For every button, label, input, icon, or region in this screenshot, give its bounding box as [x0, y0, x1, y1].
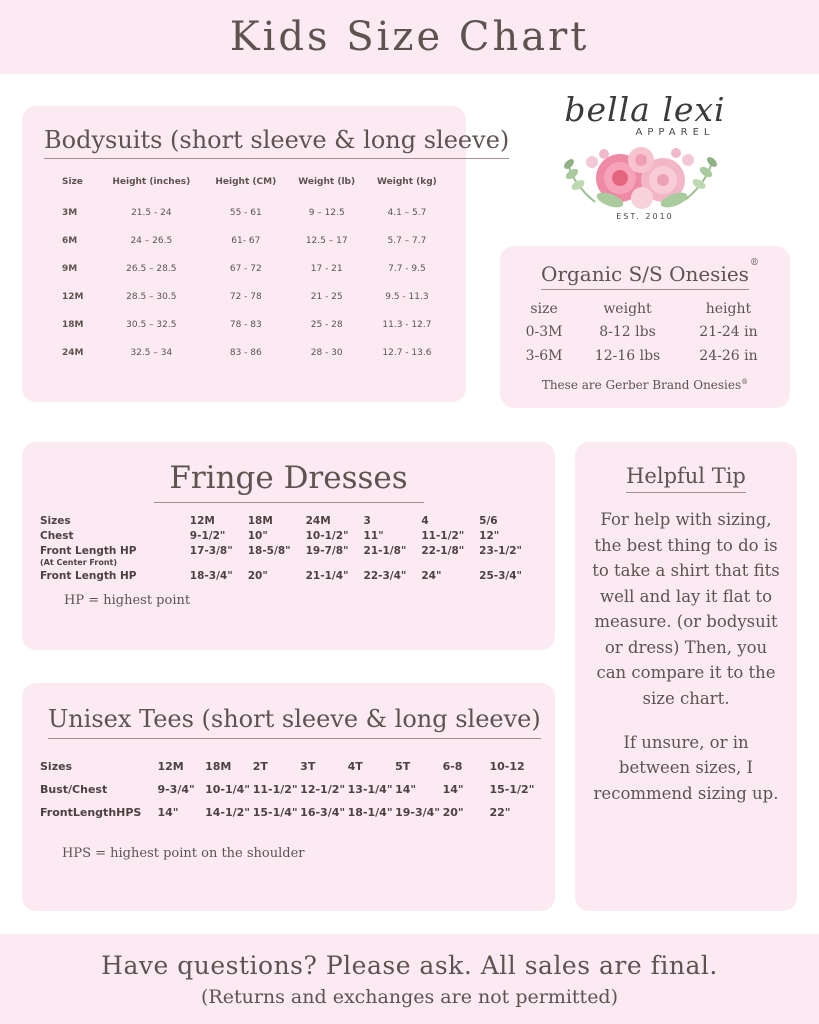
cell-height-cm: 78 - 83 [229, 320, 262, 330]
cell-size: 18M [247, 514, 273, 527]
table-header-row [514, 298, 776, 320]
cell-front-length: 19-3/4" [395, 806, 441, 819]
cell-height-in: 21.5 - 24 [131, 208, 172, 218]
cell-bust: 13-1/4" [347, 783, 393, 796]
brand-tagline: APPAREL [635, 127, 715, 138]
cell-size: 6-8 [442, 760, 463, 773]
cell-size: 4T [347, 760, 363, 773]
cell-height-in: 28.5 – 30.5 [126, 292, 177, 302]
table-row-front-length [40, 801, 537, 824]
cell-weight-lb: 9 – 12.5 [308, 208, 345, 218]
cell-front-length: 22" [489, 806, 511, 819]
cell-size: 18M [62, 320, 84, 330]
table-header-row [40, 169, 448, 199]
row-label-front-length: Front Length HP [40, 544, 137, 557]
row-label-front-length-2: Front Length HP [40, 569, 137, 582]
row-label-sizes: Sizes [40, 760, 73, 773]
table-row-front-length-sub [40, 558, 537, 568]
cell-size: 3 [363, 514, 371, 527]
cell-size: 24M [305, 514, 331, 527]
column-header-height-in: Height (inches) [112, 177, 191, 187]
cell-front-length: 16-3/4" [300, 806, 346, 819]
footer-secondary-text: (Returns and exchanges are not permitted) [200, 985, 619, 1008]
page-footer [0, 934, 819, 1024]
unisex-tees-title: Unisex Tees (short sleeve & long sleeve) [48, 705, 541, 739]
cell-bust: 11-1/2" [252, 783, 298, 796]
helpful-tip-body [591, 507, 781, 806]
cell-size: 9M [62, 264, 78, 274]
column-header-weight-kg: Weight (kg) [377, 177, 437, 187]
table-row [40, 311, 448, 339]
cell-weight-kg: 11.3 - 12.7 [382, 320, 432, 330]
cell-bust: 12-1/2" [300, 783, 346, 796]
cell-front-length: 14" [157, 806, 179, 819]
helpful-tip-title: Helpful Tip [626, 464, 746, 493]
row-label-chest: Chest [40, 529, 74, 542]
organic-onesies-panel [500, 246, 790, 408]
cell-height-in: 24 – 26.5 [130, 236, 173, 246]
cell-weight-lb: 25 - 28 [310, 320, 343, 330]
cell-front-length-2: 21-1/4" [305, 569, 349, 582]
table-row-chest [40, 528, 537, 543]
table-row-bust [40, 778, 537, 801]
table-row-front-length-2 [40, 568, 537, 583]
cell-front-length-2: 25-3/4" [479, 569, 523, 582]
unisex-tees-note: HPS = highest point on the shoulder [62, 846, 305, 861]
cell-size: 10-12 [489, 760, 525, 773]
cell-size: 18M [205, 760, 232, 773]
organic-onesies-table [514, 298, 776, 368]
table-row [40, 255, 448, 283]
cell-height-cm: 61- 67 [231, 236, 261, 246]
row-label-sizes: Sizes [40, 514, 71, 527]
cell-chest: 12" [479, 529, 500, 542]
cell-chest: 9-1/2" [189, 529, 226, 542]
footer-primary-text: Have questions? Please ask. All sales are final. [101, 950, 718, 980]
brand-logo [500, 86, 790, 246]
cell-size: 3T [300, 760, 316, 773]
table-row [40, 227, 448, 255]
cell-bust: 9-3/4" [157, 783, 195, 796]
cell-height: 24-26 in [699, 348, 758, 364]
cell-size: 12M [189, 514, 215, 527]
cell-height: 21-24 in [699, 324, 758, 340]
row-label-front-length: FrontLengthHPS [40, 806, 142, 819]
cell-front-length: 21-1/8" [363, 544, 407, 557]
cell-weight-kg: 7.7 - 9.5 [388, 264, 426, 274]
table-row [514, 320, 776, 344]
bodysuits-table [40, 169, 448, 367]
cell-front-length: 14-1/2" [205, 806, 251, 819]
column-header-weight-lb: Weight (lb) [298, 177, 356, 187]
fringe-dresses-note: HP = highest point [64, 593, 191, 608]
cell-height-cm: 67 - 72 [229, 264, 262, 274]
cell-height-in: 26.5 – 28.5 [126, 264, 177, 274]
cell-front-length-2: 24" [421, 569, 442, 582]
unisex-tees-panel [22, 683, 555, 911]
organic-onesies-note [514, 378, 776, 392]
cell-chest: 10-1/2" [305, 529, 349, 542]
cell-front-length: 18-5/8" [247, 544, 291, 557]
organic-note-text: These are Gerber Brand Onesies [541, 378, 742, 392]
registered-mark-note: ® [741, 378, 749, 386]
cell-front-length-2: 18-3/4" [189, 569, 233, 582]
cell-size: 6M [62, 236, 78, 246]
cell-size: 0-3M [525, 324, 563, 340]
cell-bust: 15-1/2" [489, 783, 535, 796]
helpful-tip-panel [575, 442, 797, 911]
cell-size: 5T [395, 760, 411, 773]
cell-size: 12M [62, 292, 84, 302]
helpful-tip-paragraph-1: For help with sizing, the best thing to do is to take a shirt that fits well and lay it flat to measure. (or bodysuit or dress) Then, you can compare it to the size chart. [592, 510, 780, 708]
brand-name: bella lexi [564, 90, 726, 129]
cell-front-length-2: 22-3/4" [363, 569, 407, 582]
cell-front-length: 18-1/4" [347, 806, 393, 819]
cell-front-length: 15-1/4" [252, 806, 298, 819]
cell-weight-lb: 17 - 21 [310, 264, 343, 274]
cell-front-length: 17-3/8" [189, 544, 233, 557]
unisex-tees-table [40, 755, 537, 824]
row-label-bust: Bust/Chest [40, 783, 108, 796]
organic-title-text: Organic S/S Onesies [541, 262, 749, 286]
page-title: Kids Size Chart [229, 14, 590, 60]
table-row-front-length-1 [40, 543, 537, 558]
column-header-height-cm: Height (CM) [215, 177, 277, 187]
page-header [0, 0, 819, 74]
cell-front-length: 22-1/8" [421, 544, 465, 557]
table-row [40, 339, 448, 367]
bodysuits-panel [22, 106, 510, 402]
registered-mark: ® [749, 258, 759, 268]
cell-height-cm: 72 - 78 [229, 292, 262, 302]
cell-size: 4 [421, 514, 429, 527]
cell-height-cm: 55 - 61 [229, 208, 262, 218]
fringe-dresses-panel [22, 442, 555, 650]
table-row-sizes [40, 755, 537, 778]
brand-est: EST. 2010 [616, 212, 674, 221]
cell-weight-lb: 28 - 30 [310, 348, 343, 358]
column-header-weight: weight [603, 301, 652, 317]
cell-front-length: 23-1/2" [479, 544, 523, 557]
cell-weight-lb: 21 - 25 [310, 292, 343, 302]
cell-size: 2T [252, 760, 268, 773]
cell-weight: 12-16 lbs [594, 348, 661, 364]
cell-weight-kg: 5.7 – 7.7 [387, 236, 427, 246]
table-row [40, 283, 448, 311]
organic-onesies-title [541, 258, 759, 290]
column-header-size: size [530, 301, 558, 317]
cell-height-cm: 83 - 86 [229, 348, 262, 358]
cell-chest: 11-1/2" [421, 529, 465, 542]
column-header-size: Size [62, 177, 83, 187]
cell-weight-lb: 12.5 – 17 [305, 236, 348, 246]
cell-size: 12M [157, 760, 184, 773]
table-row [514, 344, 776, 368]
cell-chest: 10" [247, 529, 268, 542]
row-label-front-length-sub: (At Center Front) [40, 558, 117, 567]
table-row [40, 199, 448, 227]
fringe-dresses-title: Fringe Dresses [154, 460, 424, 503]
cell-bust: 10-1/4" [205, 783, 251, 796]
floral-bouquet-icon [500, 140, 790, 212]
cell-front-length: 19-7/8" [305, 544, 349, 557]
cell-bust: 14" [395, 783, 417, 796]
cell-weight-kg: 9.5 - 11.3 [385, 292, 429, 302]
cell-size: 5/6 [479, 514, 498, 527]
cell-size: 3M [62, 208, 78, 218]
bodysuits-title: Bodysuits (short sleeve & long sleeve) [44, 126, 509, 159]
column-header-height: height [705, 301, 752, 317]
cell-chest: 11" [363, 529, 384, 542]
cell-size: 24M [62, 348, 84, 358]
cell-front-length-2: 20" [247, 569, 268, 582]
cell-height-in: 30.5 – 32.5 [126, 320, 177, 330]
table-row-sizes [40, 513, 537, 528]
cell-weight: 8-12 lbs [599, 324, 656, 340]
helpful-tip-paragraph-2: If unsure, or in between sizes, I recommend sizing up. [593, 732, 779, 803]
floral-bouquet-svg [500, 140, 790, 212]
cell-front-length: 20" [442, 806, 464, 819]
fringe-dresses-table [40, 513, 537, 583]
cell-bust: 14" [442, 783, 464, 796]
cell-size: 3-6M [525, 348, 563, 364]
cell-height-in: 32.5 – 34 [130, 348, 173, 358]
cell-weight-kg: 4.1 – 5.7 [387, 208, 427, 218]
cell-weight-kg: 12.7 - 13.6 [382, 348, 432, 358]
